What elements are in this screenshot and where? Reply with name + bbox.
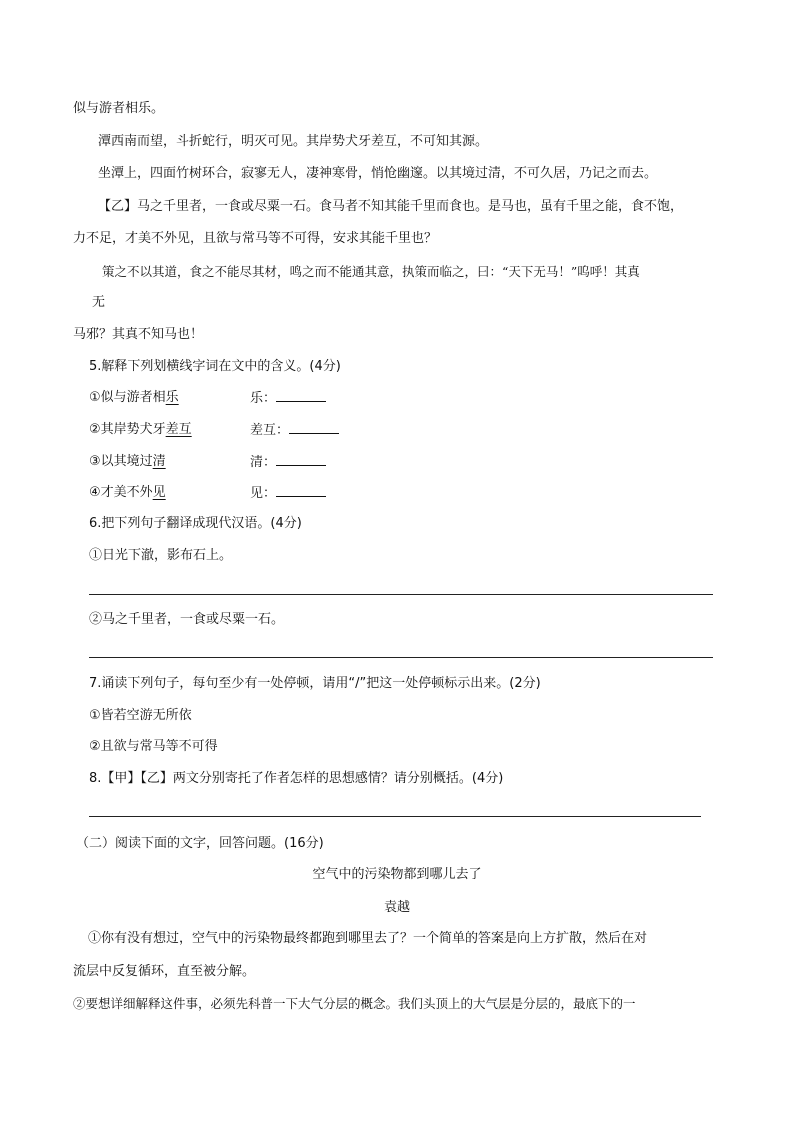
question-7-prompt: 7.诵读下列句子，每句至少有一处停顿，请用“/”把这一处停顿标示出来。(2分)	[89, 676, 541, 691]
article-paragraph-2: ②要想详细解释这件事，必须先科普一下大气分层的概念。我们头顶上的大气层是分层的，最底下的一	[73, 996, 636, 1011]
q5-item-4-answer	[250, 484, 326, 503]
passage-line-7: 无	[92, 295, 106, 310]
article-author: 袁越	[383, 900, 410, 915]
q5-item-2	[89, 421, 192, 439]
passage-line-4: 【乙】马之千里者，一食或尽粟一石。食马者不知其能千里而食也。是马也，虽有千里之能，食不饱，	[98, 199, 684, 214]
q5-item-3-blank[interactable]	[276, 453, 326, 466]
q5-item-1-label: 乐：	[250, 391, 277, 406]
q5-item-2-answer	[250, 421, 339, 440]
q5-item-1-word: 乐	[165, 390, 179, 405]
q5-item-4-word: 见	[152, 485, 166, 500]
q5-item-3-label: 清：	[250, 455, 277, 470]
passage-line-6: 策之不以其道，食之不能尽其材，鸣之而不能通其意，执策而临之，曰：“天下无马！”呜呼！其真	[102, 264, 640, 279]
q5-item-1-answer	[250, 389, 326, 408]
q5-item-1	[89, 389, 179, 407]
article-paragraph-1b: 流层中反复循环，直至被分解。	[73, 964, 256, 979]
q5-item-3-pre: ③以其境过	[89, 454, 153, 469]
passage-line-5: 力不足，才美不外见，且欲与常马等不可得，安求其能千里也？	[73, 231, 438, 246]
q5-item-4	[89, 484, 166, 502]
q7-sentence-1: ①皆若空游无所依	[89, 708, 192, 723]
q5-item-2-label: 差互：	[250, 423, 290, 438]
passage-line-3: 坐潭上，四面竹树环合，寂寥无人，凄神寒骨，悄怆幽邃。以其境过清，不可久居，乃记之而去。	[98, 166, 658, 181]
passage-line-8: 马邪？其真不知马也！	[73, 327, 204, 342]
q5-item-1-pre: ①似与游者相	[89, 390, 166, 405]
q6-sentence-1: ①日光下澈，影布石上。	[89, 548, 233, 563]
article-title: 空气中的污染物都到哪儿去了	[312, 867, 482, 882]
passage-line-2: 潭西南而望，斗折蛇行，明灭可见。其岸势犬牙差互，不可知其源。	[98, 134, 489, 149]
question-5-prompt: 5.解释下列划横线字词在文中的含义。(4分)	[89, 359, 341, 374]
q6-sentence-2: ②马之千里者，一食或尽粟一石。	[89, 612, 285, 627]
section-2-heading: （二）阅读下面的文字，回答问题。(16分)	[76, 836, 324, 851]
q7-sentence-2: ②且欲与常马等不可得	[89, 739, 218, 754]
q5-item-3-word: 清	[152, 454, 166, 469]
q8-answer-line[interactable]	[89, 816, 701, 817]
q6-answer-line-2[interactable]	[89, 657, 713, 658]
question-8-prompt: 8.【甲】【乙】两文分别寄托了作者怎样的思想感情？请分别概括。(4分)	[89, 771, 504, 786]
q5-item-1-blank[interactable]	[276, 389, 326, 402]
q5-item-3-answer	[250, 453, 326, 472]
q5-item-4-pre: ④才美不外	[89, 485, 153, 500]
q5-item-3	[89, 453, 166, 471]
question-6-prompt: 6.把下列句子翻译成现代汉语。(4分)	[89, 516, 302, 531]
q6-answer-line-1[interactable]	[89, 594, 713, 595]
q5-item-2-word: 差互	[165, 422, 192, 437]
q5-item-2-blank[interactable]	[289, 421, 339, 434]
q5-item-4-label: 见：	[250, 486, 277, 501]
q5-item-4-blank[interactable]	[276, 484, 326, 497]
passage-line-1: 似与游者相乐。	[73, 101, 165, 116]
article-paragraph-1a: ①你有没有想过，空气中的污染物最终都跑到哪里去了？一个简单的答案是向上方扩散，然后在对	[88, 931, 648, 946]
q5-item-2-pre: ②其岸势犬牙	[89, 422, 166, 437]
